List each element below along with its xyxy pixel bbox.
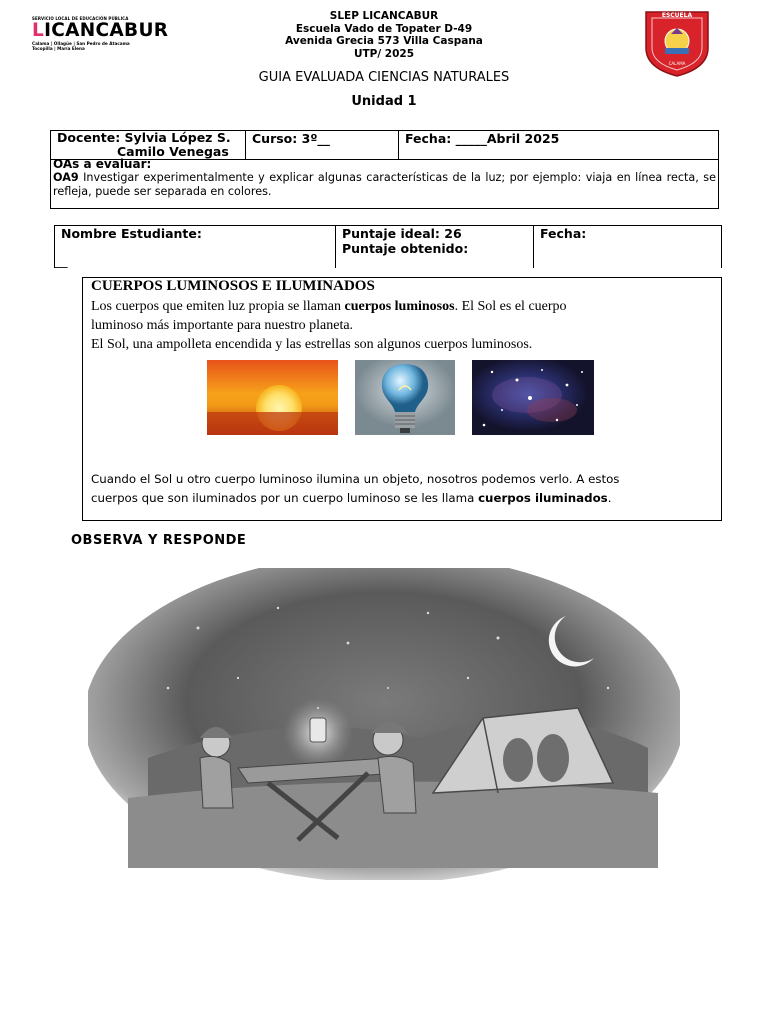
org-line: SLEP LICANCABUR [329, 10, 439, 22]
teacher-info-table [50, 130, 719, 160]
student-date-cell: Fecha: [533, 226, 716, 268]
oa9-description: Investigar experimentalmente y explicar algunas características de la luz; por ejemplo: viaja en línea recta, se refleja, puede ser separada en colores. [53, 171, 716, 198]
sun-sunset-image [207, 360, 338, 435]
school-crest-icon [640, 8, 714, 78]
school-address: Avenida Grecia 573 Villa Caspana [285, 35, 483, 48]
course-cell: Curso: 3º__ [246, 131, 399, 160]
logo-brand-initial: L [32, 20, 45, 41]
crest-top-text: ESCUELA [661, 12, 693, 19]
crest-bottom-text: CALAMA [668, 61, 686, 66]
student-name-label: Nombre Estudiante: [61, 226, 202, 241]
utp-line: UTP/ 2025 [353, 47, 415, 60]
date-cell: Fecha: _____Abril 2025 [399, 131, 719, 160]
content-heading: CUERPOS LUMINOSOS E ILUMINADOS [91, 278, 375, 294]
student-name-line: __ [55, 253, 68, 268]
p2-text: El Sol, una ampolleta encendida y las estrellas son algunos cuerpos luminosos. [91, 337, 533, 352]
p1-text-c: . El Sol es el cuerpo [454, 299, 567, 314]
student-name-cell [54, 226, 335, 268]
student-info-table [54, 225, 722, 268]
starry-sky-image [472, 360, 594, 435]
p3-line2-a: cuerpos que son iluminados por un cuerpo luminoso se les llama [91, 491, 479, 505]
camping-night-illustration [88, 568, 680, 880]
p1-text-a: Los cuerpos que emiten luz propia se llaman [91, 299, 345, 314]
p1-bold: cuerpos luminosos [344, 299, 455, 314]
score-obtained: Puntaje obtenido: [342, 241, 469, 256]
oa9-text [53, 171, 716, 199]
unit-title: Unidad 1 [351, 94, 417, 109]
p3-line1: Cuando el Sol u otro cuerpo luminoso ilumina un objeto, nosotros podemos verlo. A estos [91, 472, 620, 486]
paragraph-luminous [91, 297, 711, 354]
p3-line2-c: . [607, 491, 612, 505]
learning-objectives [50, 157, 719, 209]
oas-label: OAs a evaluar: [53, 157, 152, 171]
content-box [82, 277, 722, 521]
oa9-code: OA9 [53, 171, 79, 184]
p1-line2: luminoso más importante para nuestro planeta. [91, 318, 354, 333]
teacher-label: Docente: Sylvia López S. [57, 130, 231, 145]
school-header [230, 10, 538, 60]
logo-communes-2: Tocopilla | María Elena [32, 46, 85, 51]
section-title: OBSERVA Y RESPONDE [71, 533, 247, 548]
logo-service-text: SERVICIO LOCAL DE EDUCACIÓN PÚBLICA [32, 16, 129, 21]
logo-communes-1: Calama | Ollagüe | San Pedro de Atacama [32, 41, 130, 46]
teacher-cell [51, 131, 246, 160]
licancabur-logo [32, 16, 182, 51]
school-name: Escuela Vado de Topater D-49 [295, 22, 473, 35]
paragraph-illuminated [91, 470, 716, 508]
teacher-second: Camilo Venegas [117, 144, 229, 159]
guide-title: GUIA EVALUADA CIENCIAS NATURALES [258, 70, 510, 85]
logo-brand-rest: ICANCABUR [44, 20, 169, 41]
light-bulb-image [355, 360, 455, 435]
score-ideal: Puntaje ideal: 26 [342, 226, 462, 241]
logo-brand [32, 21, 182, 41]
p3-bold: cuerpos iluminados [478, 491, 608, 505]
score-cell [335, 226, 538, 268]
